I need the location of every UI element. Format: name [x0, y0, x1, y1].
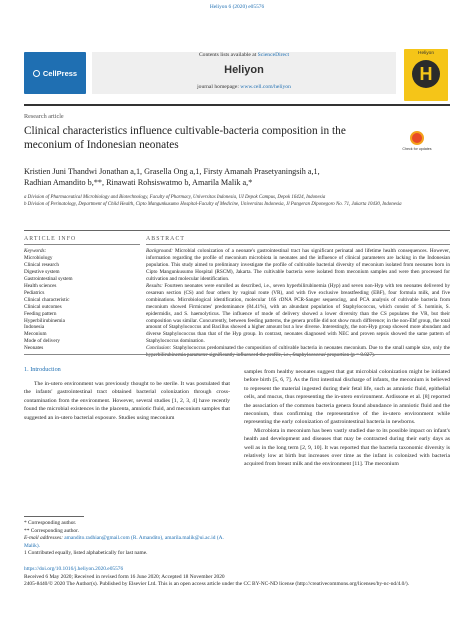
journal-name: Heliyon — [224, 64, 264, 76]
background-text: Microbial colonization of a neonate's gastrointestinal tract has significant perinatal and lifetime health consequences. However, information regarding the profile of meconium microbiota in neonates and the influence of clinical parameters are lacking in the Indonesian population. This study aimed to preliminary investigate the profile of cultivable bacterial diversity of meconium isolated from neonates born in Cipto Mangunkusumo Hospital (RSCM), Jakarta. The cultivable bacteria were isolated from meconium samples and were then processed for cultivation and molecular identification. — [146, 248, 450, 282]
footnote-emails — [24, 535, 230, 550]
keyword-item: Clinical research — [24, 261, 59, 268]
body-left-column — [24, 380, 230, 422]
homepage-line — [92, 84, 396, 90]
header-divider — [24, 104, 450, 106]
conclusion-text: Staphylococcus predominated the composition of cultivable bacteria in neonates meconium. Due to the small sample size, only the hyperbilirubinemia parameter significantly influenced the profile, i.e., Staphylococcus' proportion (p = 0.027). — [146, 345, 450, 359]
intro-heading: 1. Introduction — [24, 366, 61, 373]
article-meta — [24, 566, 450, 589]
email-links[interactable]: amandito.radhian@gmail.com (R. Amandito), amarila.malik@ui.ac.id (A. Malik). — [24, 535, 224, 549]
cellpress-logo-text: CellPress — [42, 68, 78, 78]
homepage-link[interactable]: www.cell.com/heliyon — [240, 84, 291, 90]
authors-line-2[interactable]: Radhian Amandito b,**, Rinawati Rohsiswatmo b, Amarila Malik a,* — [24, 178, 253, 188]
contents-prefix: Contents lists available at — [198, 52, 258, 58]
keyword-item: Microbiology — [24, 254, 53, 261]
license-text[interactable]: 2405-8440/© 2020 The Author(s). Published by Elsevier Ltd. This is an open access article under the CC BY-NC-ND license (http://creativecommons.org/licenses/by-nc-nd/4.0/). — [24, 581, 409, 588]
keyword-item: Gastrointestinal system — [24, 275, 73, 282]
section-divider — [24, 230, 450, 231]
keyword-item: Indonesia — [24, 324, 45, 331]
footnote-equal: 1 Contributed equally, listed alphabetically for last name. — [24, 550, 148, 557]
author-list — [24, 166, 450, 188]
homepage-prefix: journal homepage: — [197, 84, 241, 90]
keyword-item: Health sciences — [24, 282, 57, 289]
abstract-body — [146, 248, 450, 359]
keyword-item: Pediatrics — [24, 289, 45, 296]
intro-paragraph-2: samples from healthy neonates suggest that gut microbial colonization might be initiated before birth [5, 6, 7]. As the first intestinal discharge of infants, the meconium is believed to represent the material ingested during their fetal life, such as amniotic fluid, epithelial cells, and mucus, thus representing the in-utero environment. Ardissone et al. [8] reported the association of the common bacteria genera found abundance in amniotic fluid and the meconium, thus confirming the representative of the in-utero environment while representing the early colonization of gastrointestinal bacteria in newborns. — [244, 369, 450, 426]
cover-title: Heliyon — [418, 51, 434, 56]
cellpress-icon — [33, 70, 40, 77]
affiliation-a: a Division of Pharmaceutical Microbiology and Biotechnology, Faculty of Pharmacy, Universitas Indonesia, UI Depok Campus, Depok 16424, Indonesia — [24, 195, 326, 200]
keyword-item: Clinical outcomes — [24, 303, 62, 310]
footnote-corr-2: ** Corresponding author. — [24, 527, 79, 534]
received-dates: Received 6 May 2020; Received in revised form 16 June 2020; Accepted 18 November 2020 — [24, 573, 225, 580]
article-info-divider — [24, 244, 140, 245]
footnote-divider — [24, 516, 84, 517]
affiliation-b: b Division of Perinatology, Department of Child Health, Cipto Mangunkusumo Hospital-Faculty of Medicine, Universitas Indonesia, Jl Pangeran Diponegoro No. 71, Jakarta 10430, Indonesia — [24, 201, 402, 207]
footnotes — [24, 520, 230, 558]
journal-citation[interactable]: Heliyon 6 (2020) e05576 — [209, 4, 265, 10]
results-text: Fourteen neonates were enrolled as described, i.e., seven hyperbilirubinemia (Hyp) and seven non-Hyp with ten neonates delivered by cesarean section (CS) and four others by vaginal route (VR), and with five exclusive breastfeeding (EBF), four formula milk, and five combinations. Microbiological identification, molecular 16S rDNA PCR-Sanger sequencing, and PCA analysis of cultivable bacteria from meconium showed Firmicutes' predominance (84.41%), with an abundant population of Staphylococcus, which consist of S. hominis, S. epidermidis, and S. haemolyticus. The influence of mode of delivery showed a lower diversity than the CS populates the VR, but their composition was similar. Concurrently, between feeding patterns, the genera profile did not show much difference; in the non-Ebf group, the total amount of Staphylococcus and Bacillus showed a higher amount but a low diverse. Interestingly, the non-Hyp group showed more abundant and diverse Staphylococcus than that of the Hyp group. In contrast, neonates diagnosed with NEC and proven sepsis showed the same pattern of Staphylococcus domination. — [146, 282, 450, 345]
heliyon-logo-icon — [412, 60, 440, 88]
intro-paragraph-3: Microbiota in meconium has been vastly studied due to its possible impact on infant's health and development and diseases that may be contracted during their early days as well as in the long term [2, 9, 10]. It was reported that the bacteria taxonomic diversity is relatively low at birth but increases over time as the infant is colonized with bacteria acquired from breast milk and the environment [11]. The meconium — [244, 427, 450, 468]
abstract-results — [146, 283, 450, 346]
keyword-item: Digestive system — [24, 268, 60, 275]
keyword-item: Clinical characteristic — [24, 296, 70, 303]
keyword-item: Hyperbilirubinemia — [24, 317, 65, 324]
article-type: Research article — [24, 113, 64, 120]
abstract-end-divider — [24, 354, 450, 355]
check-updates-icon[interactable] — [410, 131, 424, 145]
authors-line-1[interactable]: Kristien Juni Thandwi Jonathan a,1, Grasella Ong a,1, Firsty Amanah Prasetyaningsih a,1, — [24, 167, 320, 176]
sciencedirect-link[interactable]: ScienceDirect — [257, 52, 290, 58]
keywords-label: Keywords: — [24, 248, 47, 254]
keyword-item: Neonates — [24, 345, 44, 352]
intro-paragraph-1: The in-utero environment was previously thought to be sterile. It was postulated that the infants' gastrointestinal tract obtained bacterial colonization through cross-contamination from the environment. However, several studies [1, 2, 3, 4] have recently found the microbial existences in the placenta, amniotic fluid, and meconium samples that suggested an in-utero bacterial exposure. Studies using meconium — [24, 381, 230, 421]
abstract-heading: ABSTRACT — [146, 236, 186, 242]
doi-link[interactable]: https://doi.org/10.1016/j.heliyon.2020.e05576 — [24, 566, 124, 572]
article-title: Clinical characteristics influence cultivable-bacteria composition in the meconium of Indonesian neonates — [24, 125, 346, 151]
contents-line — [92, 52, 396, 58]
conclusion-label: Conclusion: — [146, 345, 172, 352]
abstract-background — [146, 248, 450, 283]
email-label: E-mail addresses: — [24, 535, 65, 542]
cellpress-logo — [24, 52, 86, 94]
body-right-column — [244, 368, 450, 469]
abstract-conclusion — [146, 345, 450, 359]
keyword-item: Mode of delivery — [24, 338, 61, 345]
footnote-corr-1: * Corresponding author. — [24, 520, 77, 526]
keyword-item: Meconium — [24, 331, 47, 338]
results-label: Results: — [146, 282, 163, 289]
keywords-list — [24, 248, 140, 352]
abstract-divider — [146, 244, 450, 245]
affiliations — [24, 195, 450, 208]
keyword-item: Feeding pattern — [24, 310, 57, 317]
background-label: Background: — [146, 248, 173, 254]
article-info-heading: ARTICLE INFO — [24, 236, 77, 242]
check-updates-label[interactable]: Check for updates — [402, 147, 432, 151]
cover-letter: H — [419, 63, 433, 84]
